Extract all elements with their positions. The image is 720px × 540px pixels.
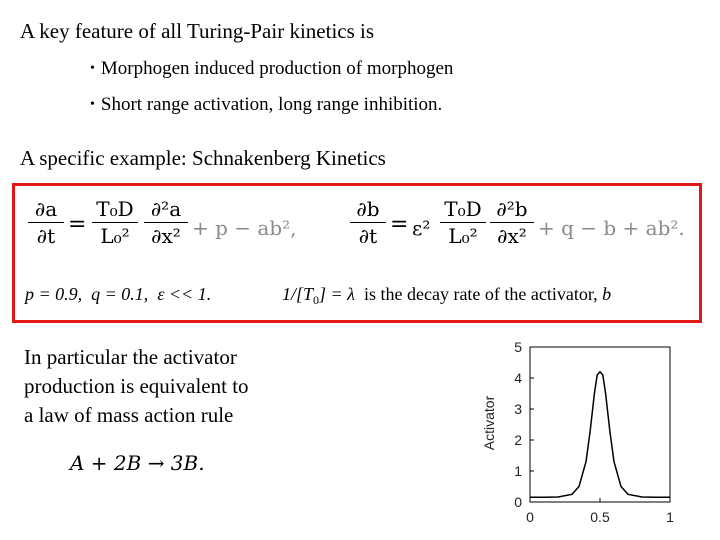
eq1-lhs xyxy=(28,197,64,248)
decay-subscript: 0 xyxy=(313,293,320,307)
y-axis-label: Activator xyxy=(481,395,497,451)
chart-axes xyxy=(530,347,670,502)
eq2-epsilon: ε² xyxy=(412,216,431,240)
bullet-item-1 xyxy=(90,58,453,80)
decay-prefix: 1/[T xyxy=(282,284,314,304)
decay-variable: b xyxy=(602,284,612,304)
eq2-lhs xyxy=(350,197,386,248)
y-tick-label: 5 xyxy=(514,339,522,355)
eq2-reaction-terms: + q − b + ab². xyxy=(538,216,685,240)
x-tick-label: 0 xyxy=(526,509,534,525)
eq2-equals: = xyxy=(390,212,409,237)
eq2-laplacian xyxy=(490,197,534,248)
explanation-paragraph xyxy=(24,343,249,430)
decay-suffix: ] = λ xyxy=(319,284,355,304)
eq2-lhs-denominator: ∂t xyxy=(358,224,378,248)
x-tick-label: 0.5 xyxy=(590,509,610,525)
fraction-bar xyxy=(440,222,486,223)
slide-title: A key feature of all Turing-Pair kinetics is xyxy=(20,19,375,43)
mass-action-reaction: A + 2B → 3B. xyxy=(70,451,205,475)
bullet-dot-icon: • xyxy=(90,61,95,76)
param-q: q = 0.1, xyxy=(91,284,149,304)
paragraph-line: In particular the activator xyxy=(24,345,237,369)
plot-frame xyxy=(530,347,670,502)
bullet-dot-icon: • xyxy=(90,97,95,112)
y-tick-label: 3 xyxy=(514,401,522,417)
y-tick-label: 1 xyxy=(514,463,522,479)
eq2-coef-numerator: T₀D xyxy=(444,197,482,221)
decay-rate-note xyxy=(282,284,611,305)
bullet-item-2 xyxy=(90,94,442,116)
x-tick-label: 1 xyxy=(666,509,674,525)
activator-chart xyxy=(470,335,700,535)
eq1-equals: = xyxy=(68,212,87,237)
eq1-lhs-denominator: ∂t xyxy=(36,224,56,248)
bullet-text: Morphogen induced production of morphogen xyxy=(100,58,454,79)
paragraph-line: production is equivalent to xyxy=(24,374,249,398)
eq1-coef-numerator: T₀D xyxy=(96,197,134,221)
eq2-coef-denominator: L₀² xyxy=(448,224,478,248)
y-tick-label: 2 xyxy=(514,432,522,448)
eq1-laplacian-denominator: ∂x² xyxy=(151,224,181,248)
y-ticks xyxy=(514,339,534,510)
eq1-coef xyxy=(92,197,138,248)
example-heading: A specific example: Schnakenberg Kinetics xyxy=(20,146,386,170)
activator-curve xyxy=(530,372,670,498)
param-eps: ε << 1. xyxy=(157,284,212,304)
paragraph-line: a law of mass action rule xyxy=(24,403,234,427)
parameter-values xyxy=(25,284,211,305)
fraction-bar xyxy=(92,222,138,223)
param-p: p = 0.9, xyxy=(25,284,83,304)
fraction-bar xyxy=(490,222,534,223)
eq2-lhs-numerator: ∂b xyxy=(356,197,380,221)
fraction-bar xyxy=(350,222,386,223)
y-tick-label: 0 xyxy=(514,494,522,510)
eq1-coef-denominator: L₀² xyxy=(100,224,130,248)
eq1-reaction-terms: + p − ab², xyxy=(192,216,297,240)
y-tick-label: 4 xyxy=(514,370,522,386)
decay-description: is the decay rate of the activator, xyxy=(363,284,598,304)
eq2-laplacian-denominator: ∂x² xyxy=(497,224,527,248)
eq2-coef xyxy=(440,197,486,248)
eq2-laplacian-numerator: ∂²b xyxy=(496,197,528,221)
eq1-laplacian-numerator: ∂²a xyxy=(150,197,182,221)
bullet-text: Short range activation, long range inhibition. xyxy=(100,94,443,115)
fraction-bar xyxy=(28,222,64,223)
eq1-laplacian xyxy=(144,197,188,248)
eq1-lhs-numerator: ∂a xyxy=(34,197,58,221)
fraction-bar xyxy=(144,222,188,223)
